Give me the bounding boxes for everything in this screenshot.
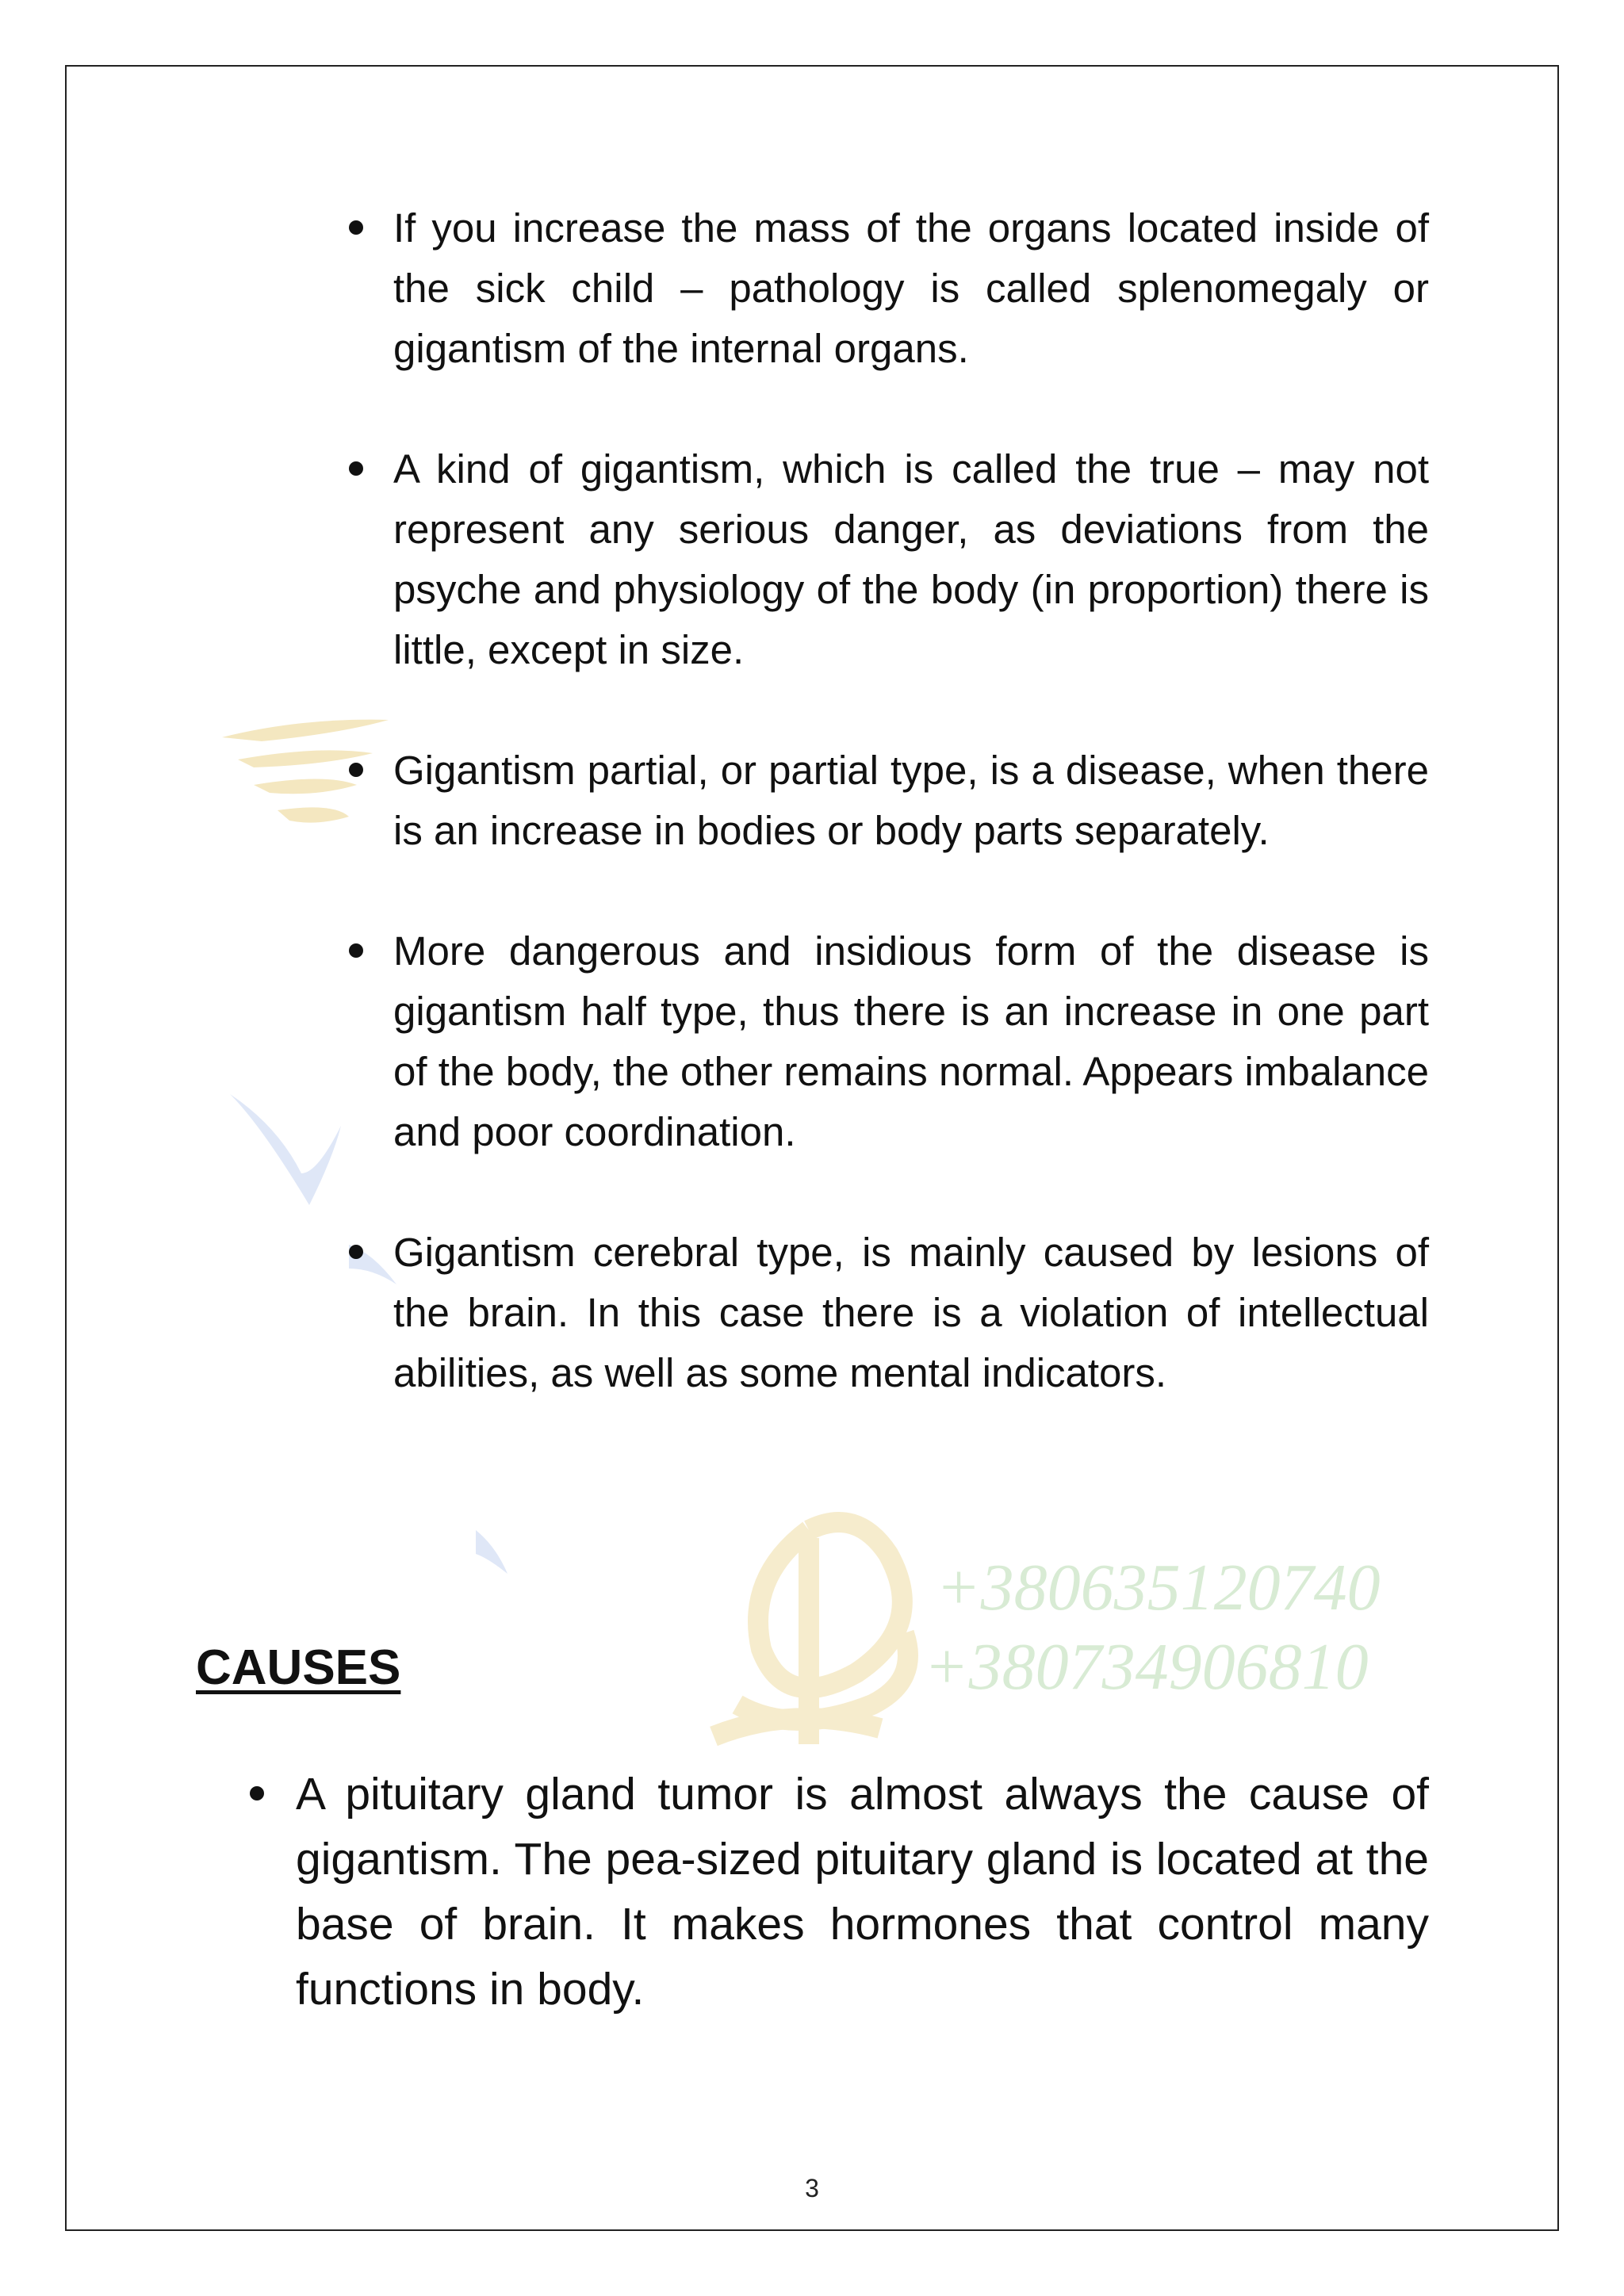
list-item-text: If you increase the mass of the organs located inside of the sick child – pathology is called splenomegaly or gigantism of the internal organs. [393,205,1429,371]
bullet-icon [349,943,363,958]
list-item-text: A kind of gigantism, which is called the true – may not represent any serious danger, as deviations from the psyche and physiology of the body (in proportion) there is little, except in size. [393,446,1429,672]
list-item [341,1223,1429,1403]
watermark-phone-2: +380734906810 [924,1630,1369,1704]
list-item-text: Gigantism partial, or partial type, is a disease, when there is an increase in bodies or body parts separately. [393,748,1429,853]
list-item [341,740,1429,861]
bullet-icon [349,1245,363,1259]
bullet-icon [349,220,363,235]
list-item [243,1762,1429,2022]
types-bullet-list [341,198,1429,1464]
list-item-text: More dangerous and insidious form of the disease is gigantism half type, thus there is an increase in one part of the body, the other remains normal. Appears imbalance and poor coordination. [393,928,1429,1154]
watermark-phone-1: +380635120740 [936,1551,1381,1624]
page-number: 3 [805,2174,819,2202]
list-item-text: Gigantism cerebral type, is mainly caused by lesions of the brain. In this case there is a violation of intellectual abilities, as well as some mental indicators. [393,1230,1429,1395]
bullet-icon [250,1786,264,1800]
list-item-text: A pituitary gland tumor is almost always the cause of gigantism. The pea-sized pituitary gland is located at the base of brain. It makes hormones that control many functions in body. [296,1769,1429,2015]
bullet-icon [349,461,363,476]
causes-bullet-list [243,1762,1429,2022]
list-item [341,439,1429,680]
causes-heading: CAUSES [196,1640,401,1695]
list-item [341,921,1429,1162]
bullet-icon [349,763,363,777]
list-item [341,198,1429,379]
